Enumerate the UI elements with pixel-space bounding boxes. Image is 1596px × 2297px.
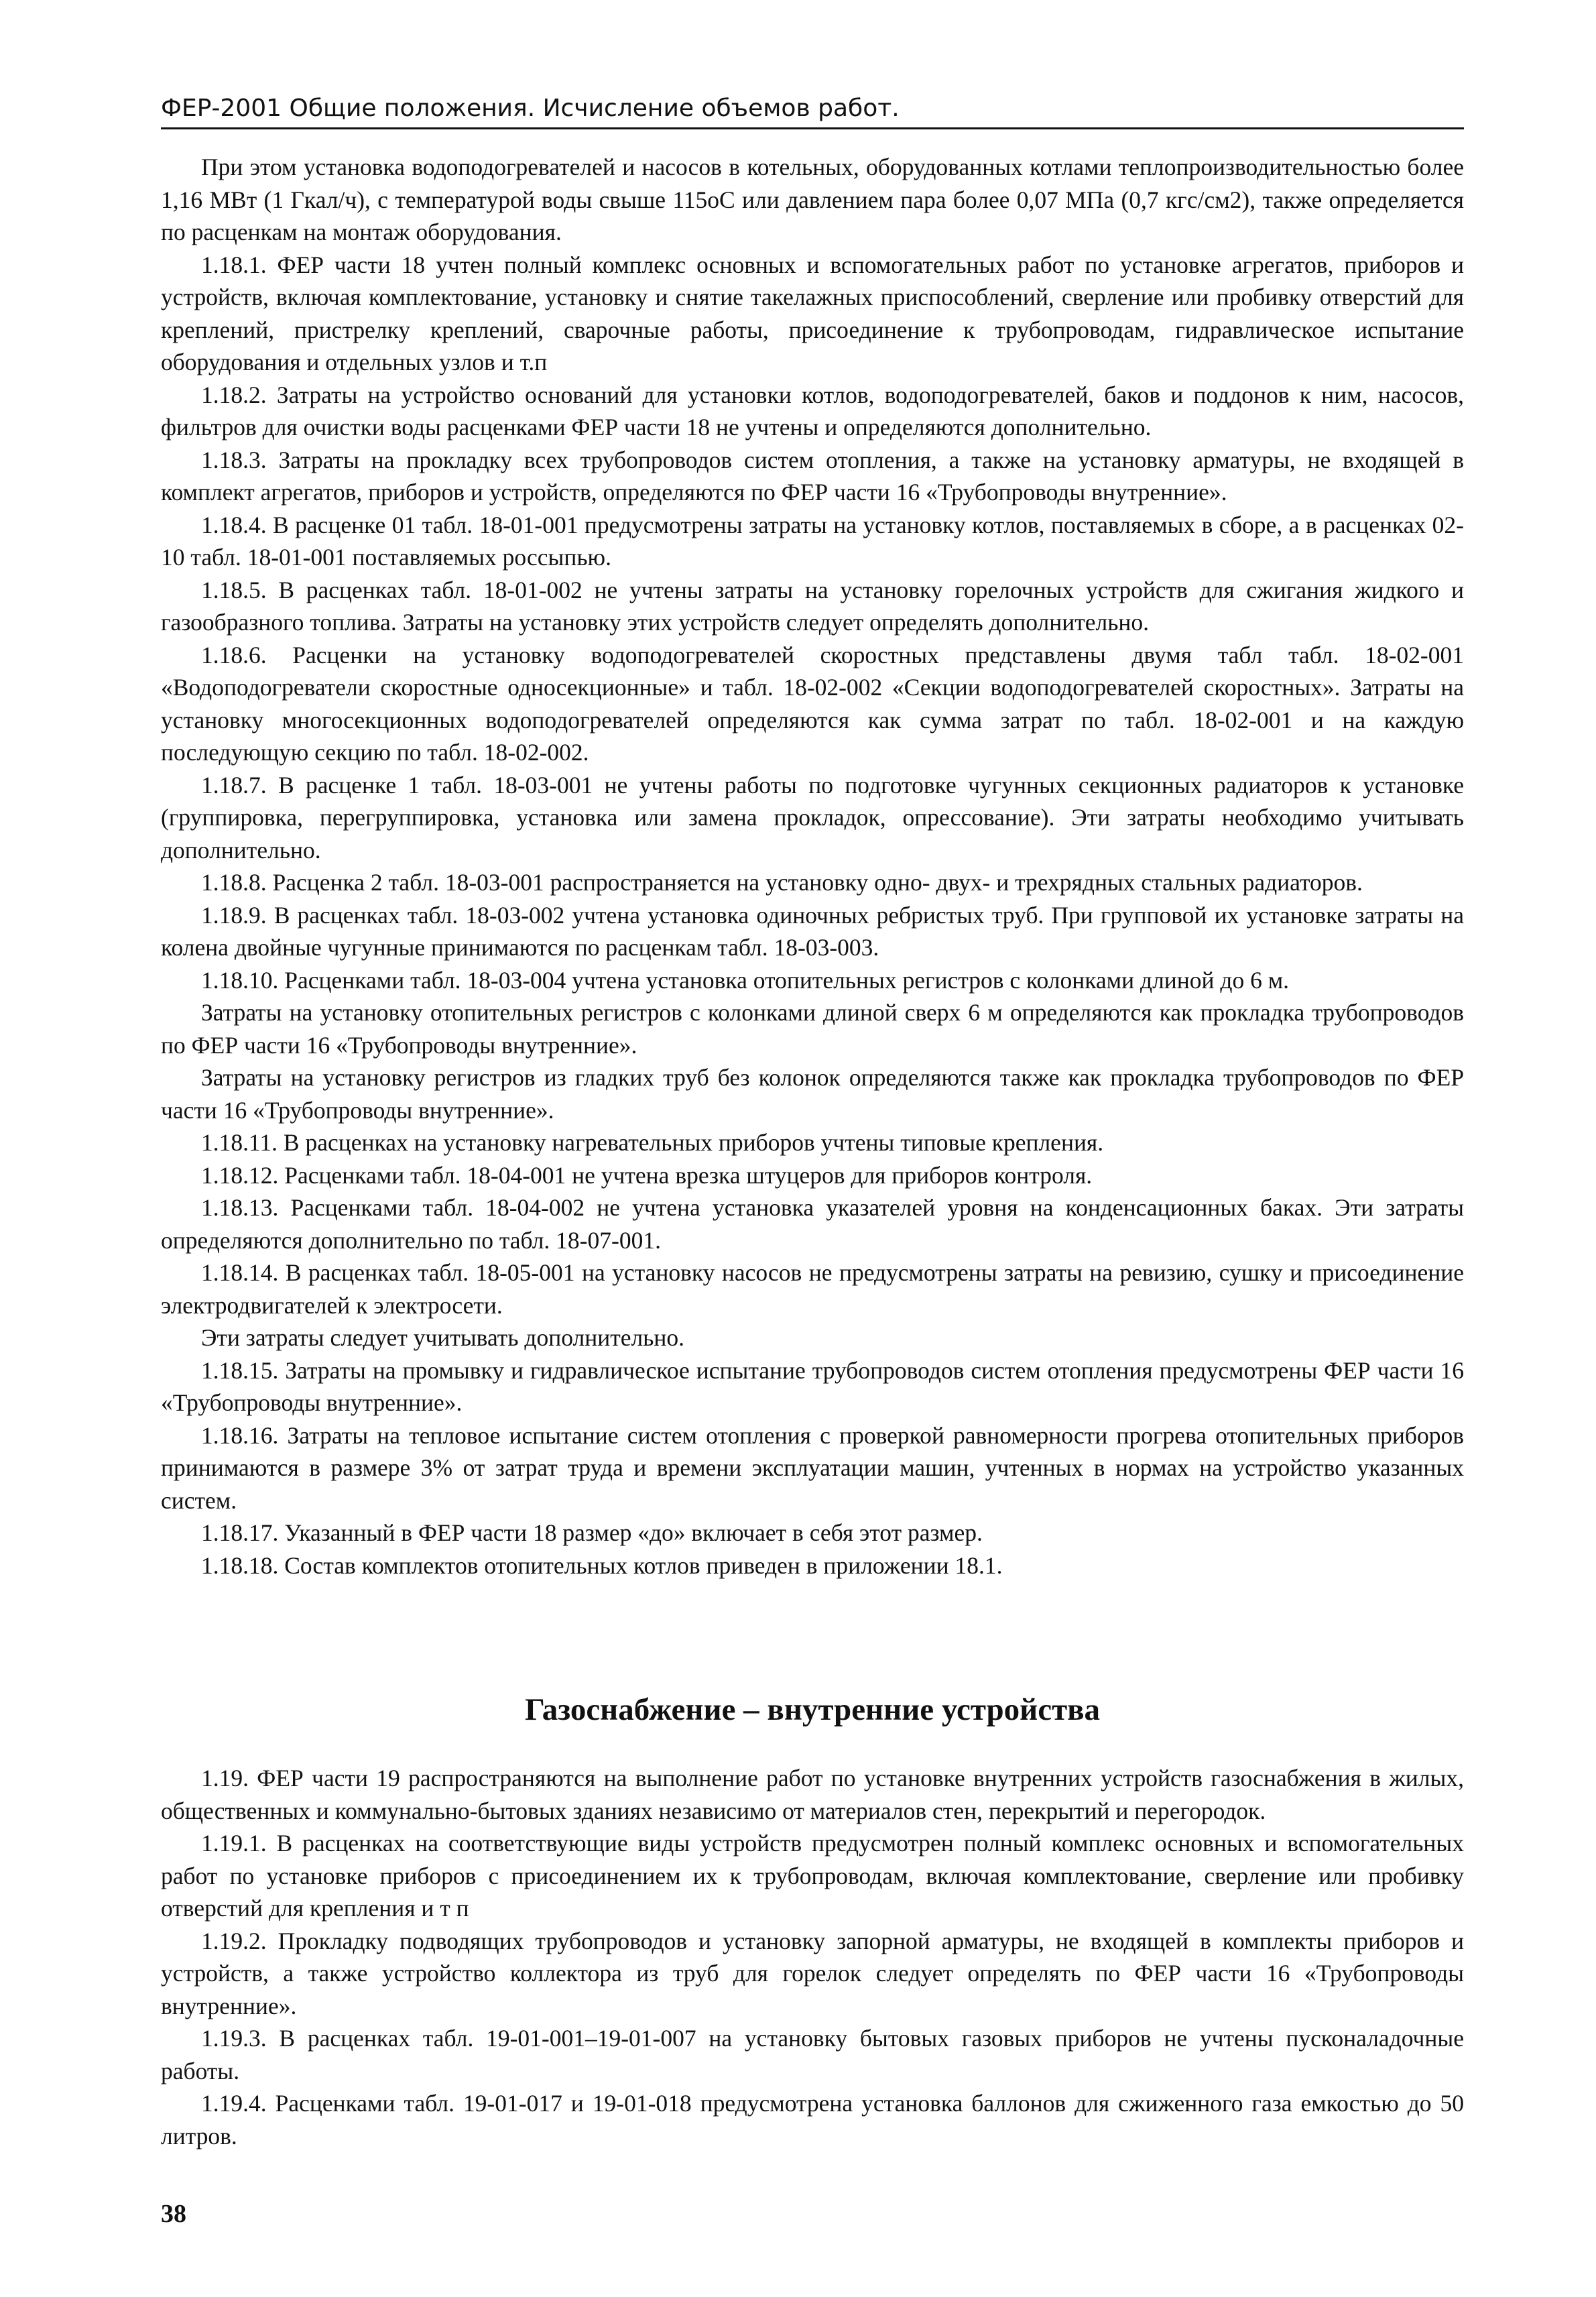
paragraph: 1.19.1. В расценках на соответствующие виды устройств предусмотрен полный комплекс основных и вспомогательных работ по установке приборов с присоединением их к трубопроводам, включая комплектование, сверление или пробивку отверстий для крепления и т п bbox=[161, 1830, 1464, 1922]
paragraph: Затраты на установку регистров из гладких труб без колонок определяются также как прокладка трубопроводов по ФЕР части 16 «Трубопроводы внутренние». bbox=[161, 1064, 1464, 1124]
paragraph: 1.18.11. В расценках на установку нагревательных приборов учтены типовые крепления. bbox=[201, 1129, 1104, 1156]
paragraph: 1.18.9. В расценках табл. 18-03-002 учтена установка одиночных ребристых труб. При групповой их установке затраты на колена двойные чугунные принимаются по расценкам табл. 18-03-003. bbox=[161, 901, 1464, 961]
running-header: ФЕР-2001 Общие положения. Исчисление объемов работ. bbox=[161, 94, 1464, 129]
paragraph: 1.18.15. Затраты на промывку и гидравлическое испытание трубопроводов систем отопления предусмотрены ФЕР части 16 «Трубопроводы внутренние». bbox=[161, 1356, 1464, 1416]
paragraph: 1.18.6. Расценки на установку водоподогревателей скоростных представлены двумя табл табл. 18-02-001 «Водоподогреватели скоростные односекционные» и табл. 18-02-002 «Секции водоподогревателей скоростных». Затраты на установку многосекционных водоподогревателей определяются как сумма затрат по табл. 18-02-001 и на каждую последующую секцию по табл. 18-02-002. bbox=[161, 641, 1464, 766]
paragraph: 1.18.7. В расценке 1 табл. 18-03-001 не учтены работы по подготовке чугунных секционных радиаторов к установке (группировка, перегруппировка, установка или замена прокладок, опрессование). Эти затраты необходимо учитывать дополнительно. bbox=[161, 771, 1464, 864]
page-number: 38 bbox=[161, 2200, 186, 2228]
paragraph: 1.18.18. Состав комплектов отопительных котлов приведен в приложении 18.1. bbox=[201, 1551, 1003, 1579]
paragraph: Затраты на установку отопительных регистров с колонками длиной сверх 6 м определяются как прокладка трубопроводов по ФЕР части 16 «Трубопроводы внутренние». bbox=[161, 999, 1464, 1059]
paragraph: 1.18.16. Затраты на тепловое испытание систем отопления с проверкой равномерности прогрева отопительных приборов принимаются в размере 3% от затрат труда и времени эксплуатации машин, учтенных в нормах на устройство указанных систем. bbox=[161, 1421, 1464, 1514]
section-gas-text bbox=[161, 1762, 1464, 2152]
section-heating-text bbox=[161, 151, 1464, 1582]
paragraph: 1.18.8. Расценка 2 табл. 18-03-001 распространяется на установку одно- двух- и трехрядных стальных радиаторов. bbox=[201, 869, 1363, 896]
paragraph: 1.18.2. Затраты на устройство оснований для установки котлов, водоподогревателей, баков и поддонов к ним, насосов, фильтров для очистки воды расценками ФЕР части 18 не учтены и определяются дополнительно. bbox=[161, 381, 1464, 440]
paragraph: Эти затраты следует учитывать дополнительно. bbox=[201, 1324, 684, 1351]
paragraph: 1.18.4. В расценке 01 табл. 18-01-001 предусмотрены затраты на установку котлов, поставляемых в сборе, а в расценках 02-10 табл. 18-01-001 поставляемых россыпью. bbox=[161, 511, 1464, 571]
paragraph: 1.18.17. Указанный в ФЕР части 18 размер «до» включает в себя этот размер. bbox=[201, 1519, 983, 1546]
paragraph: 1.18.13. Расценками табл. 18-04-002 не учтена установка указателей уровня на конденсационных баках. Эти затраты определяются дополнительно по табл. 18-07-001. bbox=[161, 1194, 1464, 1254]
paragraph: 1.19. ФЕР части 19 распространяются на выполнение работ по установке внутренних устройств газоснабжения в жилых, общественных и коммунально-бытовых зданиях независимо от материалов стен, перекрытий и перегородок. bbox=[161, 1765, 1464, 1824]
paragraph: При этом установка водоподогревателей и насосов в котельных, оборудованных котлами теплопроизводительностью более 1,16 МВт (1 Гкал/ч), с температурой воды свыше 115оС или давлением пара более 0,07 МПа (0,7 кгс/см2), также определяется по расценкам на монтаж оборудования. bbox=[161, 154, 1464, 245]
paragraph: 1.18.12. Расценками табл. 18-04-001 не учтена врезка штуцеров для приборов контроля. bbox=[201, 1161, 1093, 1189]
paragraph: 1.19.3. В расценках табл. 19-01-001–19-01-007 на установку бытовых газовых приборов не учтены пусконаладочные работы. bbox=[161, 2025, 1464, 2084]
section-title: Газоснабжение – внутренние устройства bbox=[524, 1692, 1101, 1727]
paragraph: 1.18.3. Затраты на прокладку всех трубопроводов систем отопления, а также на установку арматуры, не входящей в комплект агрегатов, приборов и устройств, определяются по ФЕР части 16 «Трубопроводы внутренние». bbox=[161, 446, 1464, 506]
paragraph: 1.19.2. Прокладку подводящих трубопроводов и установку запорной арматуры, не входящей в комплекты приборов и устройств, а также устройство коллектора из труб для горелок следует определять по ФЕР части 16 «Трубопроводы внутренние». bbox=[161, 1927, 1464, 2019]
paragraph: 1.19.4. Расценками табл. 19-01-017 и 19-01-018 предусмотрена установка баллонов для сжиженного газа емкостью до 50 литров. bbox=[161, 2090, 1464, 2149]
paragraph: 1.18.1. ФЕР части 18 учтен полный комплекс основных и вспомогательных работ по установке агрегатов, приборов и устройств, включая комплектование, установку и снятие такелажных приспособлений, сверление или пробивку отверстий для креплений, пристрелку креплений, сварочные работы, присоединение к трубопроводам, гидравлическое испытание оборудования и отдельных узлов и т.п bbox=[161, 251, 1464, 375]
paragraph: 1.18.10. Расценками табл. 18-03-004 учтена установка отопительных регистров с колонками длиной до 6 м. bbox=[201, 966, 1290, 994]
paragraph: 1.18.14. В расценках табл. 18-05-001 на установку насосов не предусмотрены затраты на ревизию, сушку и присоединение электродвигателей к электросети. bbox=[161, 1259, 1464, 1319]
paragraph: 1.18.5. В расценках табл. 18-01-002 не учтены затраты на установку горелочных устройств для сжигания жидкого и газообразного топлива. Затраты на установку этих устройств следует определять дополнительно. bbox=[161, 576, 1464, 636]
